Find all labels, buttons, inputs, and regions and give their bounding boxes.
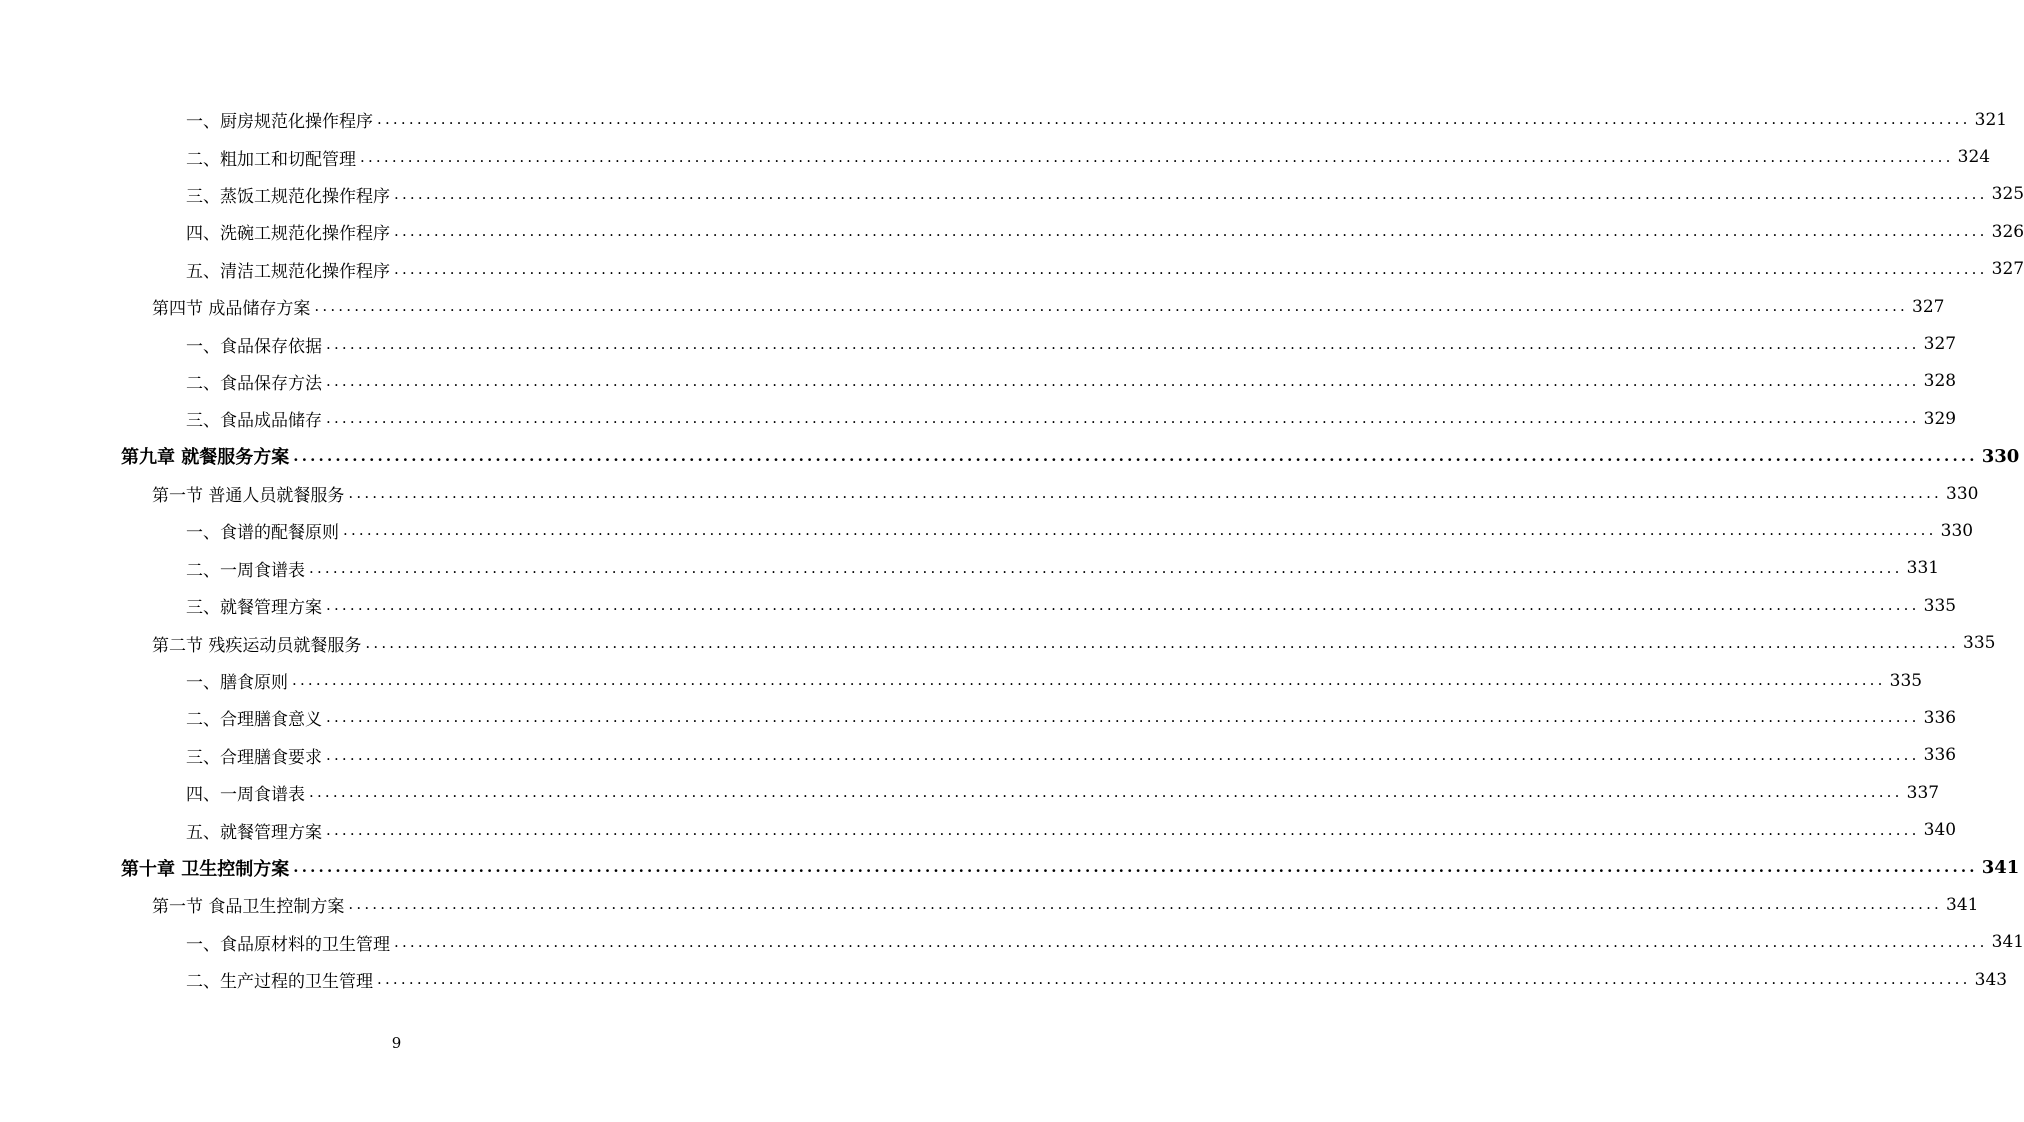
toc-entry-page: 340 <box>1923 820 1957 841</box>
toc-entry[interactable] <box>0 213 2024 250</box>
toc-dot-leader: ........................................................................................................................................................................................................ <box>377 970 1971 989</box>
toc-entry[interactable] <box>0 363 1957 400</box>
toc-dot-leader: ........................................................................................................................................................................................................ <box>309 558 1903 577</box>
toc-dot-leader: ........................................................................................................................................................................................................ <box>348 484 1943 503</box>
toc-entry-page: 327 <box>1912 296 1945 317</box>
toc-dot-leader: ........................................................................................................................................................................................................ <box>394 222 1988 241</box>
toc-entry[interactable] <box>0 662 1923 699</box>
toc-entry-page: 329 <box>1923 408 1957 429</box>
toc-entry-page: 341 <box>1981 857 2020 878</box>
toc-entry-title: 四、一周食谱表 <box>186 780 309 805</box>
toc-entry-page: 330 <box>1981 445 2020 467</box>
toc-entry[interactable] <box>0 325 1957 362</box>
toc-dot-leader: ........................................................................................................................................................................................................ <box>394 184 1988 203</box>
toc-entry-page: 325 <box>1991 184 2024 205</box>
toc-entry-title: 第四节 成品储存方案 <box>152 294 314 319</box>
toc-dot-leader: ........................................................................................................................................................................................................ <box>314 297 1909 316</box>
toc-entry[interactable] <box>0 101 2008 138</box>
toc-dot-leader: ........................................................................................................................................................................................................ <box>377 110 1971 129</box>
toc-entry-title: 二、一周食谱表 <box>186 556 309 581</box>
toc-entry-title: 二、合理膳食意义 <box>186 705 326 730</box>
toc-entry[interactable] <box>0 176 2024 213</box>
toc-entry-page: 341 <box>1946 894 1979 915</box>
toc-entry[interactable] <box>0 774 1940 811</box>
toc-dot-leader: ........................................................................................................................................................................................................ <box>292 671 1886 690</box>
toc-entry-page: 331 <box>1906 558 1940 579</box>
toc-entry-title: 一、食品保存依据 <box>186 332 326 357</box>
toc-entry-page: 327 <box>1991 259 2024 280</box>
toc-dot-leader: ........................................................................................................................................................................................................ <box>326 596 1920 615</box>
toc-entry-title: 二、生产过程的卫生管理 <box>186 967 377 992</box>
toc-entry-page: 330 <box>1940 520 1974 541</box>
toc-dot-leader: ........................................................................................................................................................................................................ <box>348 895 1943 914</box>
toc-entry-title: 一、厨房规范化操作程序 <box>186 107 377 132</box>
toc-entry[interactable] <box>0 512 1974 549</box>
table-of-contents <box>0 101 2024 998</box>
toc-dot-leader: ........................................................................................................................................................................................................ <box>293 858 1978 876</box>
toc-entry[interactable] <box>0 475 1979 512</box>
toc-entry-title: 第一节 普通人员就餐服务 <box>152 481 348 506</box>
toc-entry-title: 二、粗加工和切配管理 <box>186 145 360 170</box>
toc-entry-page: 324 <box>1957 147 1991 168</box>
toc-entry[interactable] <box>0 924 2024 961</box>
toc-entry-title: 第九章 就餐服务方案 <box>121 443 293 469</box>
toc-entry[interactable] <box>0 438 2020 475</box>
toc-entry-title: 三、就餐管理方案 <box>186 593 326 618</box>
toc-dot-leader: ........................................................................................................................................................................................................ <box>326 371 1920 390</box>
toc-dot-leader: ........................................................................................................................................................................................................ <box>293 446 1978 465</box>
toc-dot-leader: ........................................................................................................................................................................................................ <box>326 334 1920 353</box>
toc-dot-leader: ........................................................................................................................................................................................................ <box>394 259 1988 278</box>
toc-entry-title: 一、食品原材料的卫生管理 <box>186 930 394 955</box>
toc-entry-title: 二、食品保存方法 <box>186 369 326 394</box>
toc-entry[interactable] <box>0 849 2020 886</box>
toc-entry-title: 三、食品成品储存 <box>186 406 326 431</box>
toc-entry-title: 第一节 食品卫生控制方案 <box>152 892 348 917</box>
toc-entry[interactable] <box>0 550 1940 587</box>
toc-entry[interactable] <box>0 699 1957 736</box>
toc-entry-page: 341 <box>1991 932 2024 953</box>
toc-entry[interactable] <box>0 138 1991 175</box>
page-number: 9 <box>391 1034 402 1052</box>
toc-dot-leader: ........................................................................................................................................................................................................ <box>326 745 1920 764</box>
toc-dot-leader: ........................................................................................................................................................................................................ <box>365 633 1960 652</box>
toc-entry-page: 336 <box>1923 745 1957 766</box>
toc-entry[interactable] <box>0 587 1957 624</box>
toc-entry-title: 五、就餐管理方案 <box>186 818 326 843</box>
toc-entry-title: 第十章 卫生控制方案 <box>121 855 293 881</box>
toc-entry[interactable] <box>0 961 2008 998</box>
toc-entry[interactable] <box>0 886 1979 923</box>
toc-entry-page: 321 <box>1974 109 2008 130</box>
toc-entry-title: 三、合理膳食要求 <box>186 743 326 768</box>
toc-dot-leader: ........................................................................................................................................................................................................ <box>326 708 1920 727</box>
toc-entry-page: 335 <box>1963 633 1996 654</box>
toc-dot-leader: ........................................................................................................................................................................................................ <box>360 147 1954 166</box>
toc-entry[interactable] <box>0 251 2024 288</box>
toc-entry-page: 335 <box>1889 670 1923 691</box>
toc-entry-page: 336 <box>1923 707 1957 728</box>
toc-entry-title: 一、膳食原则 <box>186 668 292 693</box>
toc-entry[interactable] <box>0 400 1957 437</box>
toc-dot-leader: ........................................................................................................................................................................................................ <box>326 409 1920 428</box>
toc-entry-page: 337 <box>1906 782 1940 803</box>
toc-entry[interactable] <box>0 811 1957 848</box>
toc-entry[interactable] <box>0 624 1996 661</box>
toc-entry-page: 327 <box>1923 334 1957 355</box>
toc-entry-page: 343 <box>1974 969 2008 990</box>
toc-entry[interactable] <box>0 737 1957 774</box>
toc-entry[interactable] <box>0 288 1945 325</box>
toc-entry-title: 一、食谱的配餐原则 <box>186 518 343 543</box>
toc-dot-leader: ........................................................................................................................................................................................................ <box>394 932 1988 951</box>
toc-entry-title: 三、蒸饭工规范化操作程序 <box>186 182 394 207</box>
toc-entry-page: 328 <box>1923 371 1957 392</box>
toc-entry-title: 第二节 残疾运动员就餐服务 <box>152 631 365 656</box>
toc-entry-page: 326 <box>1991 221 2024 242</box>
toc-entry-page: 335 <box>1923 595 1957 616</box>
toc-dot-leader: ........................................................................................................................................................................................................ <box>326 820 1920 839</box>
toc-entry-title: 四、洗碗工规范化操作程序 <box>186 219 394 244</box>
toc-dot-leader: ........................................................................................................................................................................................................ <box>343 521 1937 540</box>
toc-dot-leader: ........................................................................................................................................................................................................ <box>309 783 1903 802</box>
toc-entry-title: 五、清洁工规范化操作程序 <box>186 257 394 282</box>
toc-entry-page: 330 <box>1946 483 1979 504</box>
